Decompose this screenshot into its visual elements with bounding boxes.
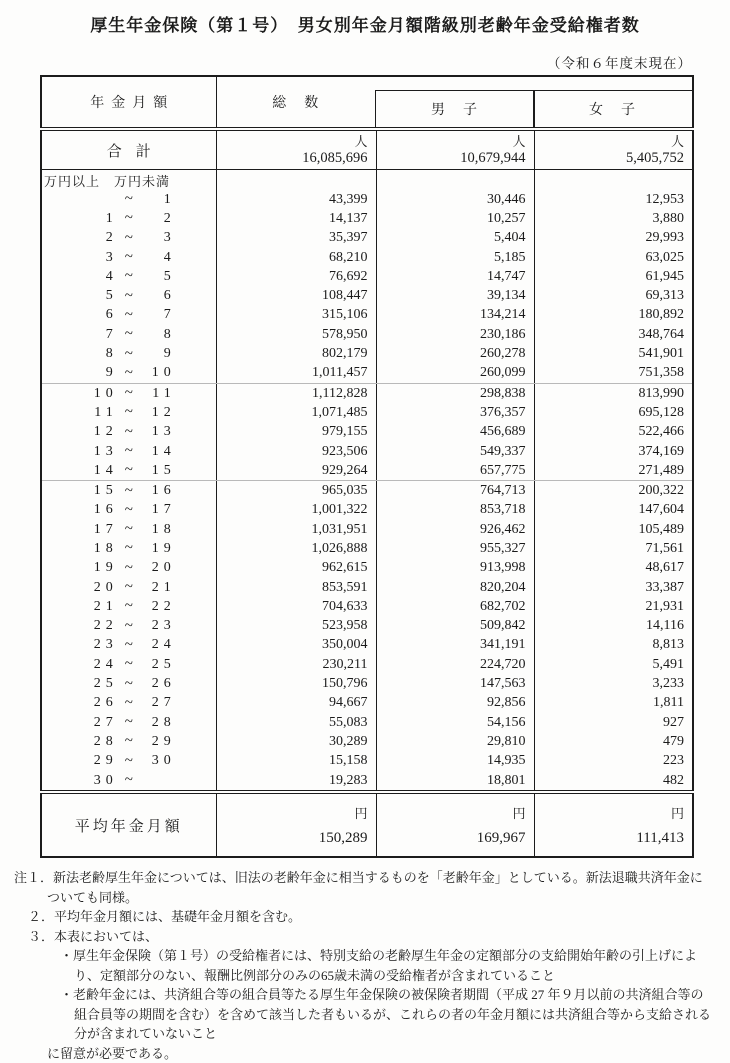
total-count: 965,035 — [216, 481, 376, 501]
male-count: 5,185 — [376, 248, 534, 267]
female-count: 479 — [534, 732, 693, 751]
table-row — [41, 229, 693, 248]
table-row — [41, 636, 693, 655]
range-low: 9 — [105, 365, 118, 381]
as-of-date-note: （令和６年度末現在） — [547, 56, 692, 71]
range-low: 3 — [105, 249, 118, 265]
table-row — [41, 248, 693, 267]
range-low: 24 — [93, 656, 118, 672]
total-count: 315,106 — [216, 306, 376, 325]
female-count: 482 — [534, 771, 693, 792]
female-count: 105,489 — [534, 520, 693, 539]
range-cell — [41, 520, 216, 539]
range-cell — [41, 559, 216, 578]
range-cell — [41, 617, 216, 636]
range-low: 25 — [93, 676, 118, 692]
range-high: 2 — [163, 210, 176, 226]
range-low: 21 — [93, 598, 118, 614]
male-count: 54,156 — [376, 713, 534, 732]
range-cell — [41, 501, 216, 520]
grand-total-male-value: 10,679,944 — [460, 149, 526, 166]
range-high: 3 — [163, 230, 176, 246]
range-low: 6 — [105, 307, 118, 323]
range-high: 8 — [163, 326, 176, 342]
total-count: 350,004 — [216, 636, 376, 655]
range-tilde: ~ — [124, 326, 133, 343]
range-cell — [41, 597, 216, 616]
table-row — [41, 306, 693, 325]
male-count: 224,720 — [376, 655, 534, 674]
male-count: 92,856 — [376, 694, 534, 713]
male-count: 764,713 — [376, 481, 534, 501]
average-all-value: 150,289 — [318, 829, 368, 846]
unit-yen: 円 — [512, 805, 526, 821]
female-count: 147,604 — [534, 501, 693, 520]
range-tilde: ~ — [124, 462, 133, 479]
average-female-value: 111,413 — [636, 829, 684, 846]
total-count: 929,264 — [216, 461, 376, 481]
male-count: 341,191 — [376, 636, 534, 655]
average-row-label: 平均年金月額 — [41, 792, 216, 857]
female-count: 5,491 — [534, 655, 693, 674]
range-high: 26 — [151, 676, 176, 692]
range-tilde: ~ — [124, 385, 133, 402]
total-count: 14,137 — [216, 209, 376, 228]
range-low: 13 — [93, 443, 118, 459]
range-low: 8 — [105, 346, 118, 362]
female-count: 200,322 — [534, 481, 693, 501]
table-row — [41, 481, 693, 501]
grand-total-all-value: 16,085,696 — [302, 149, 368, 166]
male-count: 260,278 — [376, 344, 534, 363]
table-row — [41, 501, 693, 520]
range-tilde: ~ — [124, 364, 133, 381]
range-tilde: ~ — [124, 656, 133, 673]
table-row — [41, 461, 693, 481]
range-low: 7 — [105, 326, 118, 342]
range-high: 22 — [151, 598, 176, 614]
male-count: 39,134 — [376, 286, 534, 305]
table-row — [41, 383, 693, 403]
range-cell — [41, 306, 216, 325]
range-tilde: ~ — [124, 617, 133, 634]
total-count: 923,506 — [216, 442, 376, 461]
range-high: 18 — [151, 521, 176, 537]
male-count: 147,563 — [376, 674, 534, 693]
range-tilde: ~ — [124, 191, 133, 208]
range-tilde: ~ — [124, 733, 133, 750]
table-row — [41, 771, 693, 792]
male-count: 134,214 — [376, 306, 534, 325]
column-header-female-cell — [534, 76, 693, 129]
table-row — [41, 694, 693, 713]
range-high: 20 — [151, 560, 176, 576]
range-cell — [41, 771, 216, 792]
range-cell — [41, 248, 216, 267]
female-count: 61,945 — [534, 267, 693, 286]
range-low: 26 — [93, 695, 118, 711]
table-row — [41, 209, 693, 228]
total-count: 1,026,888 — [216, 539, 376, 558]
range-tilde: ~ — [124, 404, 133, 421]
range-high: 16 — [151, 483, 176, 499]
table-row — [41, 267, 693, 286]
total-count: 979,155 — [216, 423, 376, 442]
female-count: 695,128 — [534, 403, 693, 422]
male-count: 955,327 — [376, 539, 534, 558]
table-row — [41, 190, 693, 209]
range-unit-header-row — [41, 170, 693, 191]
total-count: 704,633 — [216, 597, 376, 616]
table-row — [41, 617, 693, 636]
range-cell — [41, 655, 216, 674]
range-low: 20 — [93, 579, 118, 595]
range-tilde: ~ — [124, 752, 133, 769]
range-tilde: ~ — [124, 501, 133, 518]
table-row — [41, 442, 693, 461]
range-low: 18 — [93, 540, 118, 556]
table-row — [41, 286, 693, 305]
range-tilde: ~ — [124, 579, 133, 596]
average-male-value: 169,967 — [476, 829, 526, 846]
total-count: 150,796 — [216, 674, 376, 693]
table-row — [41, 713, 693, 732]
female-count: 8,813 — [534, 636, 693, 655]
range-tilde: ~ — [124, 306, 133, 323]
range-tilde: ~ — [124, 598, 133, 615]
table-row — [41, 674, 693, 693]
average-male — [376, 792, 534, 857]
unit-person: 人 — [670, 133, 684, 149]
range-high: 27 — [151, 695, 176, 711]
range-low: 12 — [93, 424, 118, 440]
grand-total-label: 合計 — [41, 129, 216, 170]
page-title: 厚生年金保険（第１号） 男女別年金月額階級別老齢年金受給権者数 — [90, 16, 640, 35]
total-count: 108,447 — [216, 286, 376, 305]
total-count: 19,283 — [216, 771, 376, 792]
male-count: 18,801 — [376, 771, 534, 792]
range-tilde: ~ — [124, 694, 133, 711]
range-tilde: ~ — [124, 521, 133, 538]
footnote-line: ２．平均年金月額には、基礎年金月額を含む。 — [28, 909, 302, 925]
range-high: 12 — [151, 404, 176, 420]
footnotes — [14, 868, 720, 1063]
table-row — [41, 732, 693, 751]
range-cell — [41, 286, 216, 305]
male-count: 5,404 — [376, 229, 534, 248]
grand-total-female-value: 5,405,752 — [626, 149, 684, 166]
female-count: 180,892 — [534, 306, 693, 325]
total-count: 15,158 — [216, 752, 376, 771]
range-high: 14 — [151, 443, 176, 459]
female-count: 29,993 — [534, 229, 693, 248]
table-row — [41, 539, 693, 558]
range-low: 29 — [93, 753, 118, 769]
range-tilde: ~ — [124, 229, 133, 246]
female-count: 3,233 — [534, 674, 693, 693]
male-count: 926,462 — [376, 520, 534, 539]
total-count: 1,071,485 — [216, 403, 376, 422]
male-count: 10,257 — [376, 209, 534, 228]
table-row — [41, 325, 693, 344]
range-low: 15 — [93, 483, 118, 499]
range-high: 10 — [151, 365, 176, 381]
range-cell — [41, 325, 216, 344]
range-low: 11 — [94, 404, 118, 420]
table-row — [41, 752, 693, 771]
range-high: 29 — [151, 733, 176, 749]
range-high: 11 — [152, 385, 176, 401]
column-header-male-cell — [376, 76, 534, 129]
total-count: 1,031,951 — [216, 520, 376, 539]
range-cell — [41, 190, 216, 209]
range-high: 28 — [151, 714, 176, 730]
range-tilde: ~ — [124, 482, 133, 499]
female-count: 12,953 — [534, 190, 693, 209]
unit-person: 人 — [354, 133, 368, 149]
table-row — [41, 520, 693, 539]
footnote-line: 分が含まれていないこと — [74, 1026, 218, 1042]
male-count: 657,775 — [376, 461, 534, 481]
range-cell — [41, 364, 216, 384]
range-tilde: ~ — [124, 675, 133, 692]
range-low: 28 — [93, 733, 118, 749]
range-tilde: ~ — [124, 345, 133, 362]
range-high: 15 — [151, 462, 176, 478]
male-count: 376,357 — [376, 403, 534, 422]
range-cell — [41, 267, 216, 286]
grand-total-all — [216, 129, 376, 170]
range-low: 23 — [93, 637, 118, 653]
range-high: 5 — [163, 268, 176, 284]
column-header-total: 総 数 — [272, 96, 321, 111]
female-count: 48,617 — [534, 559, 693, 578]
total-count: 1,112,828 — [216, 383, 376, 403]
female-count: 71,561 — [534, 539, 693, 558]
male-count: 298,838 — [376, 383, 534, 403]
range-high: 21 — [151, 579, 176, 595]
male-count: 682,702 — [376, 597, 534, 616]
female-count: 3,880 — [534, 209, 693, 228]
total-count: 802,179 — [216, 344, 376, 363]
range-tilde: ~ — [124, 443, 133, 459]
range-cell — [41, 732, 216, 751]
range-cell — [41, 461, 216, 481]
table-row — [41, 364, 693, 384]
footnote-line: に留意が必要である。 — [47, 1045, 178, 1061]
range-low: 22 — [93, 618, 118, 634]
total-count: 1,001,322 — [216, 501, 376, 520]
grand-total-female — [534, 129, 693, 170]
table-row — [41, 344, 693, 363]
range-cell — [41, 539, 216, 558]
range-low: 1 — [105, 210, 118, 226]
footnote-line: 組合員等の期間を含む）を含めて該当した者もいるが、これらの者の年金月額には共済組合等から支給される — [74, 1006, 712, 1022]
female-count: 374,169 — [534, 442, 693, 461]
female-count: 33,387 — [534, 578, 693, 597]
footnote-line: り、定額部分のない、報酬比例部分のみの65歳未満の受給権者が含まれていること — [74, 967, 556, 983]
total-count: 1,011,457 — [216, 364, 376, 384]
range-low: 4 — [105, 268, 118, 284]
range-cell — [41, 423, 216, 442]
range-cell — [41, 229, 216, 248]
female-count: 271,489 — [534, 461, 693, 481]
column-header-male: 男 子 — [375, 90, 535, 127]
range-tilde: ~ — [124, 559, 133, 576]
range-low: 30 — [93, 772, 118, 788]
footnote-line: ついても同様。 — [47, 889, 139, 905]
table-row — [41, 655, 693, 674]
range-low: 27 — [93, 714, 118, 730]
male-count: 509,842 — [376, 617, 534, 636]
total-count: 43,399 — [216, 190, 376, 209]
grand-total-row — [41, 129, 693, 170]
total-count: 68,210 — [216, 248, 376, 267]
table-row — [41, 578, 693, 597]
total-count: 523,958 — [216, 617, 376, 636]
female-count: 541,901 — [534, 344, 693, 363]
range-tilde: ~ — [124, 540, 133, 557]
male-count: 913,998 — [376, 559, 534, 578]
male-count: 549,337 — [376, 442, 534, 461]
male-count: 14,935 — [376, 752, 534, 771]
range-tilde: ~ — [124, 636, 133, 653]
total-count: 94,667 — [216, 694, 376, 713]
average-female — [534, 792, 693, 857]
range-tilde: ~ — [124, 268, 133, 285]
range-high: 13 — [151, 424, 176, 440]
range-cell — [41, 442, 216, 461]
footnote-line: 注１．新法老齢厚生年金については、旧法の老齢年金に相当するものを「老齢年金」としている。新法退職共済年金に — [14, 870, 703, 886]
range-cell — [41, 752, 216, 771]
female-count: 14,116 — [534, 617, 693, 636]
table-row — [41, 403, 693, 422]
range-high: 9 — [163, 346, 176, 362]
range-low: 19 — [93, 560, 118, 576]
range-high: 19 — [151, 540, 176, 556]
range-cell — [41, 344, 216, 363]
total-count: 962,615 — [216, 559, 376, 578]
male-count: 853,718 — [376, 501, 534, 520]
range-high: 6 — [163, 288, 176, 304]
female-count: 348,764 — [534, 325, 693, 344]
male-count: 29,810 — [376, 732, 534, 751]
female-count: 813,990 — [534, 383, 693, 403]
unit-yen: 円 — [670, 805, 684, 821]
range-tilde: ~ — [124, 423, 133, 440]
range-cell — [41, 481, 216, 501]
female-count: 927 — [534, 713, 693, 732]
table-row — [41, 559, 693, 578]
range-low: 10 — [93, 385, 118, 401]
total-count: 55,083 — [216, 713, 376, 732]
table-row — [41, 423, 693, 442]
male-count: 260,099 — [376, 364, 534, 384]
range-high: 23 — [151, 618, 176, 634]
female-count: 63,025 — [534, 248, 693, 267]
unit-yen: 円 — [354, 805, 368, 821]
range-tilde: ~ — [124, 249, 133, 266]
male-count: 820,204 — [376, 578, 534, 597]
range-high: 25 — [151, 656, 176, 672]
pension-statistics-table — [40, 75, 694, 858]
total-count: 76,692 — [216, 267, 376, 286]
range-high: 4 — [163, 249, 176, 265]
range-low: 17 — [93, 521, 118, 537]
range-low: 5 — [105, 288, 118, 304]
female-count: 522,466 — [534, 423, 693, 442]
range-cell — [41, 403, 216, 422]
range-cell — [41, 636, 216, 655]
total-count: 853,591 — [216, 578, 376, 597]
range-low: 14 — [93, 462, 118, 478]
range-high: 7 — [163, 307, 176, 323]
range-cell — [41, 713, 216, 732]
average-monthly-pension-row — [41, 792, 693, 857]
range-cell — [41, 674, 216, 693]
footnote-line: ・厚生年金保険（第１号）の受給権者には、特別支給の老齢厚生年金の定額部分の支給開始年齢の引上げによ — [60, 948, 698, 964]
female-count: 69,313 — [534, 286, 693, 305]
range-cell — [41, 209, 216, 228]
range-high: 24 — [151, 637, 176, 653]
range-unit-header: 万円以上 万円未満 — [44, 173, 171, 189]
total-count: 30,289 — [216, 732, 376, 751]
total-count: 578,950 — [216, 325, 376, 344]
range-low: 16 — [93, 502, 118, 518]
range-tilde: ~ — [124, 772, 133, 789]
range-tilde: ~ — [124, 287, 133, 304]
footnote-line: ・老齢年金には、共済組合等の組合員等たる厚生年金保険の被保険者期間（平成 27 年９月以前の共済組合等の — [60, 987, 704, 1003]
range-cell — [41, 383, 216, 403]
range-high: 1 — [163, 191, 176, 207]
column-header-pension-amount: 年金月額 — [41, 76, 216, 129]
unit-person: 人 — [512, 133, 526, 149]
range-cell — [41, 578, 216, 597]
table-row — [41, 597, 693, 616]
table-header-row — [41, 76, 693, 129]
range-high: 17 — [151, 502, 176, 518]
male-count: 30,446 — [376, 190, 534, 209]
female-count: 223 — [534, 752, 693, 771]
grand-total-male — [376, 129, 534, 170]
female-count: 751,358 — [534, 364, 693, 384]
male-count: 230,186 — [376, 325, 534, 344]
range-cell — [41, 694, 216, 713]
male-count: 14,747 — [376, 267, 534, 286]
column-header-female: 女 子 — [533, 90, 692, 127]
range-low: 2 — [105, 230, 118, 246]
footnote-line: ３．本表においては、 — [28, 928, 159, 944]
range-high: 30 — [151, 753, 176, 769]
female-count: 21,931 — [534, 597, 693, 616]
total-count: 35,397 — [216, 229, 376, 248]
range-tilde: ~ — [124, 210, 133, 227]
average-all — [216, 792, 376, 857]
female-count: 1,811 — [534, 694, 693, 713]
male-count: 456,689 — [376, 423, 534, 442]
total-count: 230,211 — [216, 655, 376, 674]
range-tilde: ~ — [124, 714, 133, 731]
